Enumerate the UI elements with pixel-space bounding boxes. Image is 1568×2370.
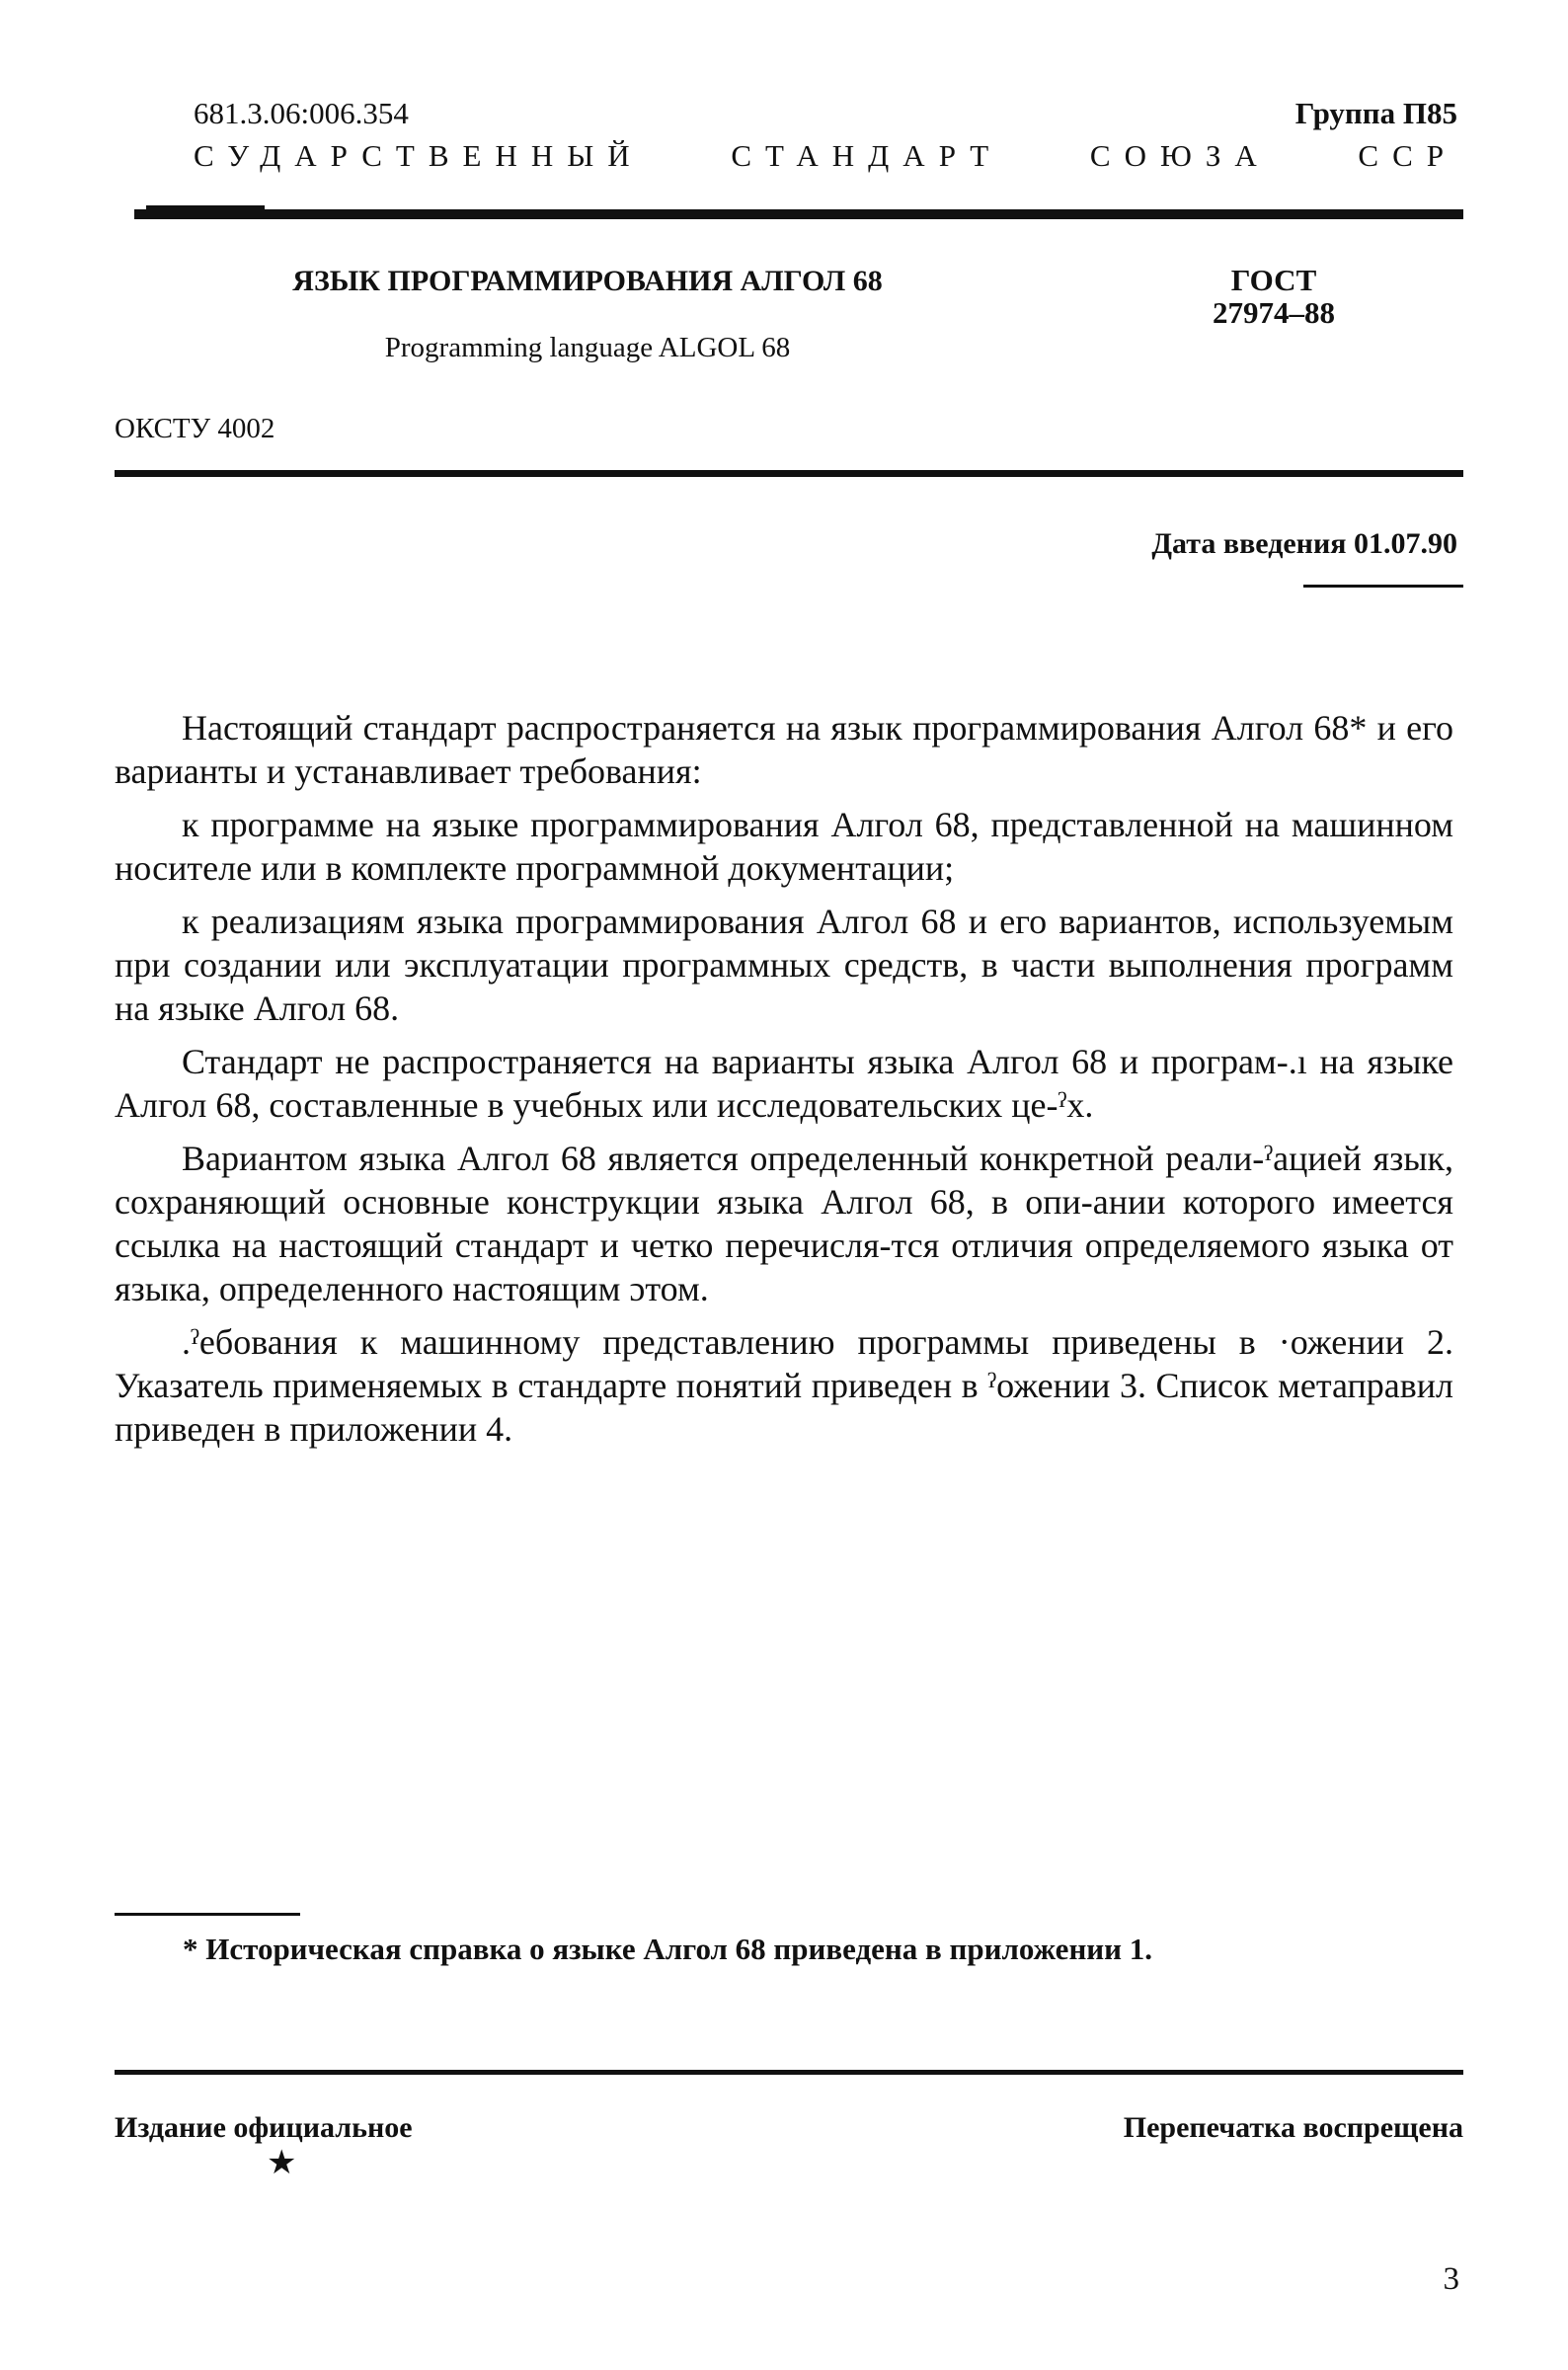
- banner-word: СОЮЗА: [1089, 138, 1271, 173]
- page-number: 3: [1443, 2261, 1459, 2297]
- group-code: Группа П85: [1294, 96, 1457, 130]
- paragraph: к реализациям языка программирования Алгол 68 и его вариантов, используемым при создании или эксплуатации программных средств, в части выполнения программ на языке Алгол 68.: [115, 902, 1453, 1028]
- gost-label: ГОСТ: [1230, 263, 1317, 297]
- paragraph: к программе на языке программирования Алгол 68, представленной на машинном носителе или в комплекте программной документации;: [115, 805, 1453, 888]
- title-rule: [115, 470, 1463, 477]
- document-title: ЯЗЫК ПРОГРАММИРОВАНИЯ АЛГОЛ 68: [292, 265, 883, 297]
- introduction-date: Дата введения 01.07.90: [1151, 527, 1457, 560]
- footnote-separator: [115, 1913, 300, 1916]
- gost-designation: [1136, 265, 1412, 329]
- document-title-english: Programming language ALGOL 68: [384, 332, 791, 363]
- footnote: * Историческая справка о языке Алгол 68 приведена в приложении 1.: [183, 1932, 1153, 1966]
- udc-code: 681.3.06:006.354: [194, 96, 409, 130]
- paragraph: Настоящий стандарт распространяется на язык программирования Алгол 68* и его варианты и устанавливает требования:: [115, 708, 1453, 791]
- reprint-notice: Перепечатка воспрещена: [1123, 2111, 1463, 2144]
- oksty-code: ОКСТУ 4002: [115, 413, 275, 444]
- banner-word: СТАНДАРТ: [731, 138, 1003, 173]
- paragraph: Вариантом языка Алгол 68 является определенный конкретной реали-ˀацией язык, сохраняющий основные конструкции языка Алгол 68, в опи-ании которого имеется ссылка на настоящий стандарт и четко перечисля-тся отличия определяемого языка от языка, определенного настоящим ɔтом.: [115, 1139, 1453, 1308]
- edition-label: Издание официальное: [115, 2111, 413, 2144]
- footer-rule: [115, 2070, 1463, 2075]
- gost-number: 27974–88: [1213, 294, 1335, 330]
- star-icon: ★: [267, 2145, 297, 2181]
- banner-word: ССР: [1358, 138, 1457, 173]
- header-rule: [134, 209, 1463, 219]
- paragraph: .ˀебования к машинному представлению программы приведены в ·ожении 2. Указатель применяемых в стандарте понятий приведен в ˀожении 3. Список метаправил приведен в приложении 4.: [115, 1322, 1453, 1449]
- date-underline: [1303, 585, 1463, 588]
- body-text: [115, 706, 1453, 1461]
- standard-banner: [194, 138, 1457, 174]
- paragraph: Стандарт не распространяется на варианты языка Алгол 68 и програм-.ı на языке Алгол 68, составленные в учебных или исследовательских це-ˀх.: [115, 1042, 1453, 1125]
- banner-word: СУДАРСТВЕННЫЙ: [194, 138, 644, 173]
